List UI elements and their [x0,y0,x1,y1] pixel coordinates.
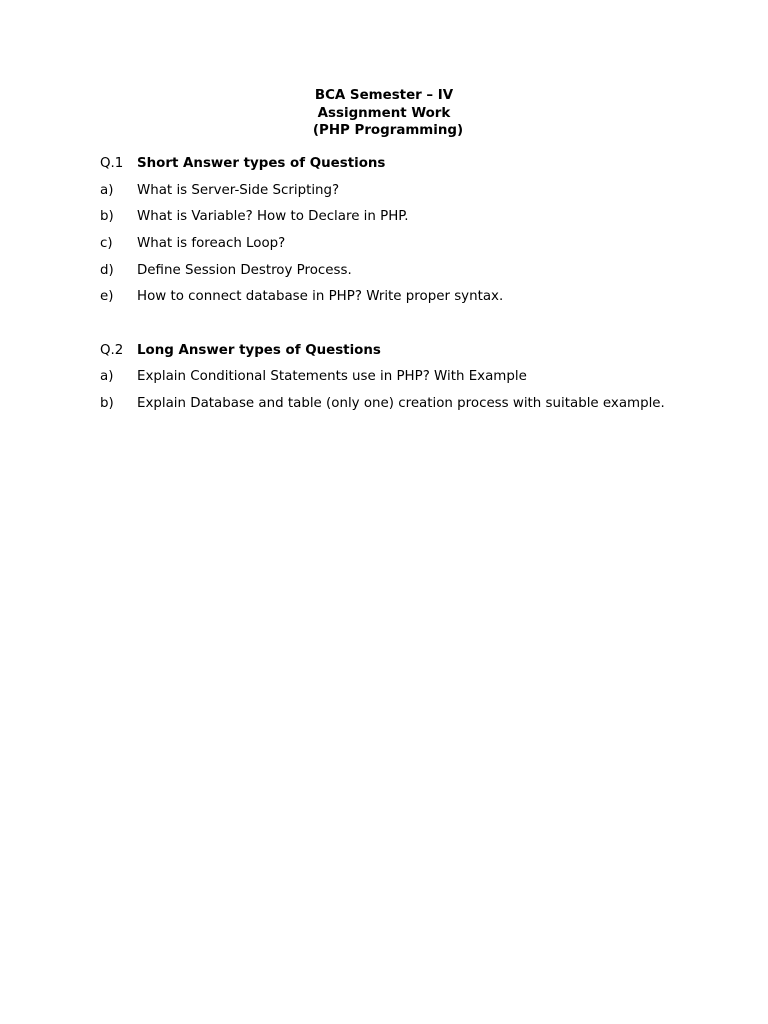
semester-heading: BCA Semester – IV [314,88,454,103]
item-text: What is Server-Side Scripting? [137,183,340,198]
item-label: a) [100,369,114,384]
item-text: How to connect database in PHP? Write proper syntax. [137,289,504,304]
subject-heading: (PHP Programming) [312,123,464,138]
q2-number: Q.2 [100,343,124,358]
item-label: c) [100,236,113,251]
q1-title: Short Answer types of Questions [137,156,386,171]
item-text: Define Session Destroy Process. [137,263,352,278]
item-text: What is foreach Loop? [137,236,286,251]
item-label: b) [100,209,114,224]
item-label: a) [100,183,114,198]
item-text: Explain Database and table (only one) creation process with suitable example. [137,396,665,411]
assignment-heading: Assignment Work [317,105,451,121]
q2-title: Long Answer types of Questions [137,343,381,358]
item-text: Explain Conditional Statements use in PHP? With Example [137,369,527,384]
q1-number: Q.1 [100,156,124,171]
item-label: e) [100,289,114,304]
item-text: What is Variable? How to Declare in PHP. [137,209,409,224]
item-label: b) [100,396,114,411]
item-label: d) [100,263,114,278]
document-header [0,87,768,140]
